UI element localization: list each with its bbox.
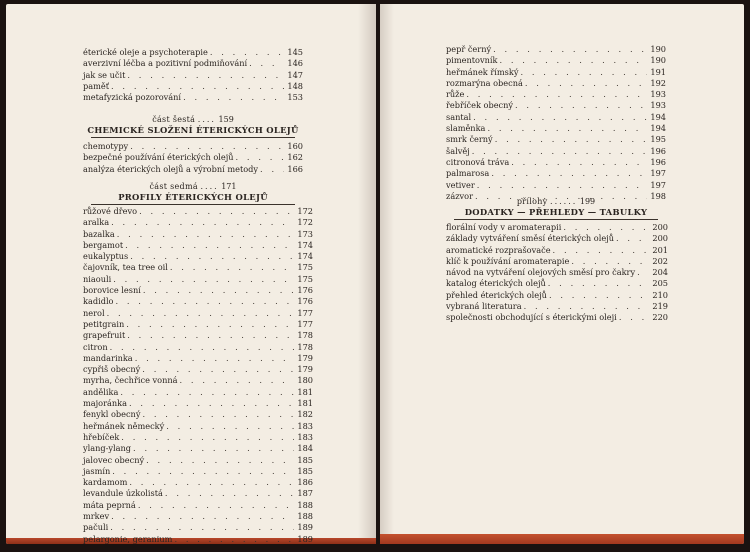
- toc-entry: [83, 500, 313, 511]
- toc-entry-leader-dots: [472, 146, 647, 157]
- toc-entry-page-number: 145: [287, 47, 303, 57]
- part-seven-heading: [83, 182, 303, 192]
- toc-entry-leader-dots: [165, 488, 294, 499]
- toc-entry-title: santal: [446, 111, 472, 122]
- toc-entry-leader-dots: [170, 262, 294, 273]
- toc-entry-page-number: 185: [297, 454, 313, 465]
- toc-entry-leader-dots: [120, 387, 294, 398]
- toc-entry-title: borovice lesní: [83, 285, 141, 296]
- toc-entry-leader-dots: [180, 375, 294, 386]
- toc-entry: [83, 296, 313, 307]
- toc-entry-page-number: 182: [297, 409, 313, 420]
- toc-entry: [83, 285, 313, 296]
- toc-entry-title: bergamot: [83, 239, 124, 250]
- toc-entry: [83, 534, 313, 544]
- toc-entry-title: andělika: [83, 386, 119, 397]
- toc-entry-page-number: 188: [297, 511, 313, 522]
- toc-entry-leader-dots: [493, 44, 647, 55]
- part-six-label: část šestá: [152, 115, 196, 124]
- toc-entry-leader-dots: [112, 466, 294, 477]
- toc-entry-title: ylang-ylang: [83, 443, 132, 454]
- toc-entry-title: grapefruit: [83, 330, 126, 341]
- part-seven-label: část sedmá: [149, 182, 198, 191]
- toc-entry-leader-dots: [166, 421, 294, 432]
- part-seven-rule: [91, 204, 295, 205]
- toc-entry: [83, 92, 303, 103]
- toc-entry-leader-dots: [499, 55, 647, 66]
- toc-entry-title: klíč k používání aromaterapie: [446, 255, 570, 266]
- toc-entry-title: florální vody v aromaterapii: [446, 222, 562, 232]
- toc-entry-page-number: 160: [287, 141, 303, 151]
- toc-entry-title: kadidlo: [83, 296, 114, 307]
- toc-entry: [446, 157, 666, 168]
- toc-entry-leader-dots: [117, 229, 294, 240]
- toc-entry-title: myrha, čechřice vonná: [83, 375, 178, 386]
- toc-entry-leader-dots: [111, 217, 294, 228]
- toc-entry: [83, 387, 313, 398]
- toc-entry: [446, 100, 666, 111]
- toc-entry: [83, 274, 313, 285]
- toc-entry-page-number: 181: [297, 398, 313, 409]
- toc-entry-title: mandarinka: [83, 352, 133, 363]
- toc-entry-title: pepř černý: [446, 44, 492, 54]
- toc-entry-title: slaměnka: [446, 123, 486, 134]
- toc-entry: [446, 44, 666, 55]
- part-six-section: [83, 115, 303, 140]
- toc-entry-leader-dots: [511, 157, 647, 168]
- toc-entry-leader-dots: [260, 164, 284, 175]
- toc-entry-leader-dots: [143, 285, 294, 296]
- toc-entry: [446, 168, 666, 179]
- left-toc-group-1: [83, 47, 303, 103]
- toc-entry-page-number: 220: [652, 312, 668, 323]
- toc-entry-title: heřmánek německý: [83, 420, 165, 431]
- toc-entry: [83, 262, 313, 273]
- toc-entry-page-number: 178: [297, 330, 313, 341]
- toc-entry-title: jasmín: [83, 465, 111, 476]
- toc-entry-page-number: 183: [297, 420, 313, 431]
- toc-entry-title: kardamom: [83, 477, 128, 488]
- toc-entry: [83, 206, 313, 217]
- toc-entry: [83, 522, 313, 533]
- toc-entry-page-number: 194: [650, 123, 666, 134]
- toc-entry-leader-dots: [553, 245, 649, 256]
- toc-entry-leader-dots: [135, 353, 294, 364]
- left-toc-group-3: [83, 206, 313, 544]
- toc-entry-title: společnosti obchodující s éterickými oleji: [446, 312, 617, 323]
- toc-entry-page-number: 147: [287, 69, 303, 80]
- toc-entry-leader-dots: [142, 364, 294, 375]
- toc-entry: [83, 466, 313, 477]
- toc-entry-leader-dots: [133, 443, 294, 454]
- toc-entry-title: vybraná literatura: [446, 301, 522, 312]
- toc-entry-title: růžové dřevo: [83, 206, 138, 216]
- toc-entry-title: petitgrain: [83, 318, 125, 329]
- toc-entry-page-number: 184: [297, 443, 313, 454]
- toc-entry: [83, 308, 313, 319]
- toc-entry-title: základy vytváření směsí éterických olejů: [446, 233, 615, 244]
- toc-entry-title: heřmánek římský: [446, 66, 519, 77]
- toc-entry: [83, 364, 313, 375]
- toc-entry: [83, 240, 313, 251]
- toc-entry-title: eukalyptus: [83, 251, 129, 262]
- toc-entry: [446, 278, 668, 289]
- toc-entry: [446, 55, 666, 66]
- toc-entry-title: aromatické rozprašovače: [446, 244, 551, 255]
- left-toc-group-2: [83, 141, 303, 175]
- toc-entry-leader-dots: [548, 278, 649, 289]
- toc-entry: [83, 488, 313, 499]
- toc-entry-leader-dots: [466, 89, 647, 100]
- toc-entry: [446, 146, 666, 157]
- toc-entry-page-number: 210: [652, 289, 668, 300]
- toc-entry-title: šalvěj: [446, 145, 470, 156]
- toc-entry: [83, 477, 313, 488]
- part-seven-section: [83, 182, 303, 207]
- toc-entry-title: bazalka: [83, 228, 115, 239]
- toc-entry-leader-dots: [130, 141, 284, 152]
- toc-entry: [446, 180, 666, 191]
- toc-entry-title: hřebíček: [83, 431, 120, 442]
- toc-entry: [446, 134, 666, 145]
- toc-entry-title: niaouli: [83, 273, 112, 284]
- part-six-title: CHEMICKÉ SLOŽENÍ ÉTERICKÝCH OLEJŮ: [87, 125, 299, 135]
- toc-entry-page-number: 177: [297, 318, 313, 329]
- toc-entry: [446, 256, 668, 267]
- toc-entry-leader-dots: [107, 308, 294, 319]
- toc-entry: [83, 58, 303, 69]
- toc-entry-leader-dots: [549, 290, 649, 301]
- toc-entry-leader-dots: [127, 330, 294, 341]
- toc-entry: [83, 443, 313, 454]
- toc-entry-title: averzivní léčba a pozitivní podmiňování: [83, 58, 248, 69]
- toc-entry: [446, 290, 668, 301]
- toc-entry-page-number: 195: [650, 134, 666, 145]
- toc-entry: [83, 455, 313, 466]
- toc-entry-leader-dots: [210, 47, 284, 58]
- toc-entry-leader-dots: [637, 267, 649, 278]
- toc-entry-leader-dots: [113, 274, 294, 285]
- toc-entry-title: řebříček obecný: [446, 100, 514, 111]
- right-page-edge: [380, 534, 744, 544]
- toc-entry-page-number: 176: [297, 296, 313, 307]
- toc-entry-page-number: 204: [652, 267, 668, 278]
- toc-entry: [83, 330, 313, 341]
- toc-entry-leader-dots: [126, 319, 294, 330]
- toc-entry: [83, 141, 303, 152]
- toc-entry: [446, 112, 666, 123]
- toc-entry-page-number: 180: [297, 375, 313, 386]
- toc-entry-leader-dots: [619, 312, 649, 323]
- toc-entry: [446, 233, 668, 244]
- part-seven-page: 171: [221, 182, 237, 191]
- toc-entry-title: bezpečné používání éterických olejů: [83, 152, 234, 163]
- toc-entry-page-number: 179: [297, 364, 313, 375]
- toc-entry-leader-dots: [487, 123, 647, 134]
- toc-entry-leader-dots: [249, 58, 284, 69]
- toc-entry-leader-dots: [515, 100, 647, 111]
- toc-entry: [446, 267, 668, 278]
- toc-entry: [83, 432, 313, 443]
- toc-entry-page-number: 181: [297, 386, 313, 397]
- toc-entry: [83, 47, 303, 58]
- toc-entry-page-number: 196: [650, 145, 666, 156]
- left-page: [6, 4, 376, 544]
- toc-entry-leader-dots: [236, 152, 284, 163]
- toc-entry-leader-dots: [138, 500, 294, 511]
- toc-entry-page-number: 179: [297, 352, 313, 363]
- toc-entry-title: fenykl obecný: [83, 409, 141, 420]
- toc-entry-page-number: 183: [297, 431, 313, 442]
- toc-entry-title: pimentovník: [446, 55, 498, 66]
- toc-entry-leader-dots: [491, 168, 647, 179]
- toc-entry-title: zázvor: [446, 190, 473, 201]
- toc-entry: [446, 89, 666, 100]
- toc-entry: [83, 375, 313, 386]
- toc-entry-title: analýza éterických olejů a výrobní metody: [83, 163, 259, 174]
- toc-entry: [83, 353, 313, 364]
- appendix-section: [446, 197, 666, 222]
- appendix-title: DODATKY — PŘEHLEDY — TABULKY: [464, 207, 648, 217]
- toc-entry-page-number: 186: [297, 477, 313, 488]
- toc-entry-page-number: 172: [297, 217, 313, 228]
- appendix-dots: ......: [550, 197, 578, 206]
- toc-entry-leader-dots: [111, 81, 284, 92]
- toc-entry-title: citron: [83, 341, 108, 352]
- part-six-rule: [91, 137, 295, 138]
- toc-entry: [446, 67, 666, 78]
- part-six-dots: ....: [197, 115, 216, 124]
- toc-entry-title: levandule úzkolistá: [83, 488, 163, 499]
- toc-entry: [83, 251, 313, 262]
- toc-entry-page-number: 201: [652, 244, 668, 255]
- part-seven-title: PROFILY ÉTERICKÝCH OLEJŮ: [118, 192, 268, 202]
- toc-entry-page-number: 189: [297, 533, 313, 544]
- toc-entry-title: mrkev: [83, 511, 110, 522]
- part-six-heading: [83, 115, 303, 125]
- toc-entry-title: katalog éterických olejů: [446, 278, 546, 289]
- right-toc-group-2: [446, 222, 668, 324]
- toc-entry: [83, 409, 313, 420]
- toc-entry-page-number: 174: [297, 251, 313, 262]
- toc-entry-page-number: 153: [287, 92, 303, 103]
- toc-entry-leader-dots: [129, 398, 294, 409]
- toc-entry-leader-dots: [110, 342, 294, 353]
- toc-entry-page-number: 193: [650, 100, 666, 111]
- toc-entry-leader-dots: [129, 477, 294, 488]
- toc-entry-title: paměť: [83, 80, 110, 91]
- toc-entry-page-number: 192: [650, 77, 666, 88]
- toc-entry: [83, 342, 313, 353]
- toc-entry-leader-dots: [121, 432, 294, 443]
- toc-entry: [83, 164, 303, 175]
- toc-entry-leader-dots: [116, 296, 295, 307]
- toc-entry-page-number: 166: [287, 163, 303, 174]
- toc-entry-page-number: 197: [650, 179, 666, 190]
- toc-entry-leader-dots: [563, 222, 649, 233]
- toc-entry: [446, 245, 668, 256]
- toc-entry-title: chemotypy: [83, 141, 129, 151]
- toc-entry: [446, 78, 666, 89]
- toc-entry-page-number: 175: [297, 273, 313, 284]
- toc-entry-leader-dots: [125, 240, 294, 251]
- left-gutter-shadow: [358, 4, 376, 544]
- toc-entry: [83, 398, 313, 409]
- toc-entry-page-number: 188: [297, 499, 313, 510]
- toc-entry: [83, 319, 313, 330]
- toc-entry-page-number: 185: [297, 465, 313, 476]
- toc-entry-title: růže: [446, 89, 465, 100]
- toc-entry-leader-dots: [616, 233, 649, 244]
- toc-entry-leader-dots: [571, 256, 649, 267]
- part-seven-dots: ....: [200, 182, 219, 191]
- toc-entry-page-number: 178: [297, 341, 313, 352]
- toc-entry-page-number: 190: [650, 44, 666, 54]
- toc-entry-leader-dots: [525, 78, 647, 89]
- appendix-rule: [454, 219, 658, 220]
- toc-entry-title: cypřiš obecný: [83, 364, 141, 375]
- toc-entry-page-number: 148: [287, 80, 303, 91]
- toc-entry-page-number: 162: [287, 152, 303, 163]
- toc-entry-leader-dots: [520, 67, 647, 78]
- toc-entry-title: nerol: [83, 307, 105, 318]
- toc-entry-page-number: 173: [297, 228, 313, 239]
- toc-entry-page-number: 200: [652, 222, 668, 232]
- toc-entry-leader-dots: [174, 534, 294, 544]
- toc-entry-title: éterické oleje a psychoterapie: [83, 47, 208, 57]
- toc-entry: [83, 421, 313, 432]
- toc-entry-title: metafyzická pozorování: [83, 92, 182, 103]
- toc-entry-leader-dots: [130, 251, 294, 262]
- toc-entry-title: smrk černý: [446, 134, 493, 145]
- toc-entry-title: pelargonie, geranium: [83, 533, 173, 544]
- toc-entry-leader-dots: [111, 511, 294, 522]
- toc-entry-title: jalovec obecný: [83, 454, 145, 465]
- toc-entry-page-number: 190: [650, 55, 666, 66]
- toc-entry: [83, 152, 303, 163]
- toc-entry-page-number: 196: [650, 156, 666, 167]
- toc-entry-title: majoránka: [83, 398, 128, 409]
- toc-entry-title: citronová tráva: [446, 156, 510, 167]
- toc-entry-title: palmarosa: [446, 168, 490, 179]
- toc-entry-title: vetiver: [446, 179, 475, 190]
- toc-entry-page-number: 198: [650, 190, 666, 201]
- toc-entry: [83, 511, 313, 522]
- toc-entry-page-number: 202: [652, 255, 668, 266]
- toc-entry-leader-dots: [139, 206, 294, 217]
- part-six-page: 159: [218, 115, 234, 124]
- toc-entry-leader-dots: [183, 92, 284, 103]
- toc-entry-leader-dots: [477, 180, 647, 191]
- toc-entry-leader-dots: [127, 70, 284, 81]
- toc-entry-page-number: 189: [297, 522, 313, 533]
- toc-entry-title: rozmarýna obecná: [446, 77, 523, 88]
- toc-entry-page-number: 177: [297, 307, 313, 318]
- right-page: [380, 4, 744, 544]
- toc-entry: [446, 123, 666, 134]
- toc-entry: [446, 222, 668, 233]
- right-toc-group-1: [446, 44, 666, 202]
- toc-entry-page-number: 205: [652, 278, 668, 289]
- toc-entry-page-number: 200: [652, 233, 668, 244]
- toc-entry-page-number: 194: [650, 111, 666, 122]
- toc-entry: [446, 301, 668, 312]
- appendix-page: 199: [579, 197, 596, 206]
- toc-entry-title: návod na vytváření olejových směsí pro čakry: [446, 267, 636, 278]
- toc-entry-leader-dots: [473, 112, 647, 123]
- appendix-label: přílohy: [516, 197, 548, 206]
- toc-entry-title: jak se učit: [83, 69, 126, 80]
- toc-entry-title: čajovník, tea tree oil: [83, 262, 168, 273]
- toc-entry-page-number: 146: [287, 58, 303, 69]
- toc-entry-leader-dots: [524, 301, 649, 312]
- toc-entry: [83, 229, 313, 240]
- toc-entry-title: přehled éterických olejů: [446, 289, 547, 300]
- toc-entry: [446, 312, 668, 323]
- toc-entry-page-number: 187: [297, 488, 313, 499]
- toc-entry: [83, 70, 303, 81]
- toc-entry-title: pačuli: [83, 522, 109, 533]
- toc-entry-leader-dots: [142, 409, 294, 420]
- toc-entry-page-number: 193: [650, 89, 666, 100]
- toc-entry-page-number: 174: [297, 239, 313, 250]
- toc-entry-title: máta peprná: [83, 499, 136, 510]
- toc-entry-title: aralka: [83, 217, 110, 228]
- right-gutter-shadow: [380, 4, 394, 544]
- appendix-heading: [446, 197, 666, 207]
- toc-entry-page-number: 191: [650, 66, 666, 77]
- toc-entry: [83, 217, 313, 228]
- toc-entry: [83, 81, 303, 92]
- toc-entry-page-number: 175: [297, 262, 313, 273]
- toc-entry-leader-dots: [110, 522, 294, 533]
- toc-entry-leader-dots: [146, 455, 294, 466]
- toc-entry-leader-dots: [495, 134, 647, 145]
- toc-entry-page-number: 219: [652, 301, 668, 312]
- toc-entry-page-number: 197: [650, 168, 666, 179]
- toc-entry-page-number: 172: [297, 206, 313, 216]
- toc-entry-page-number: 176: [297, 285, 313, 296]
